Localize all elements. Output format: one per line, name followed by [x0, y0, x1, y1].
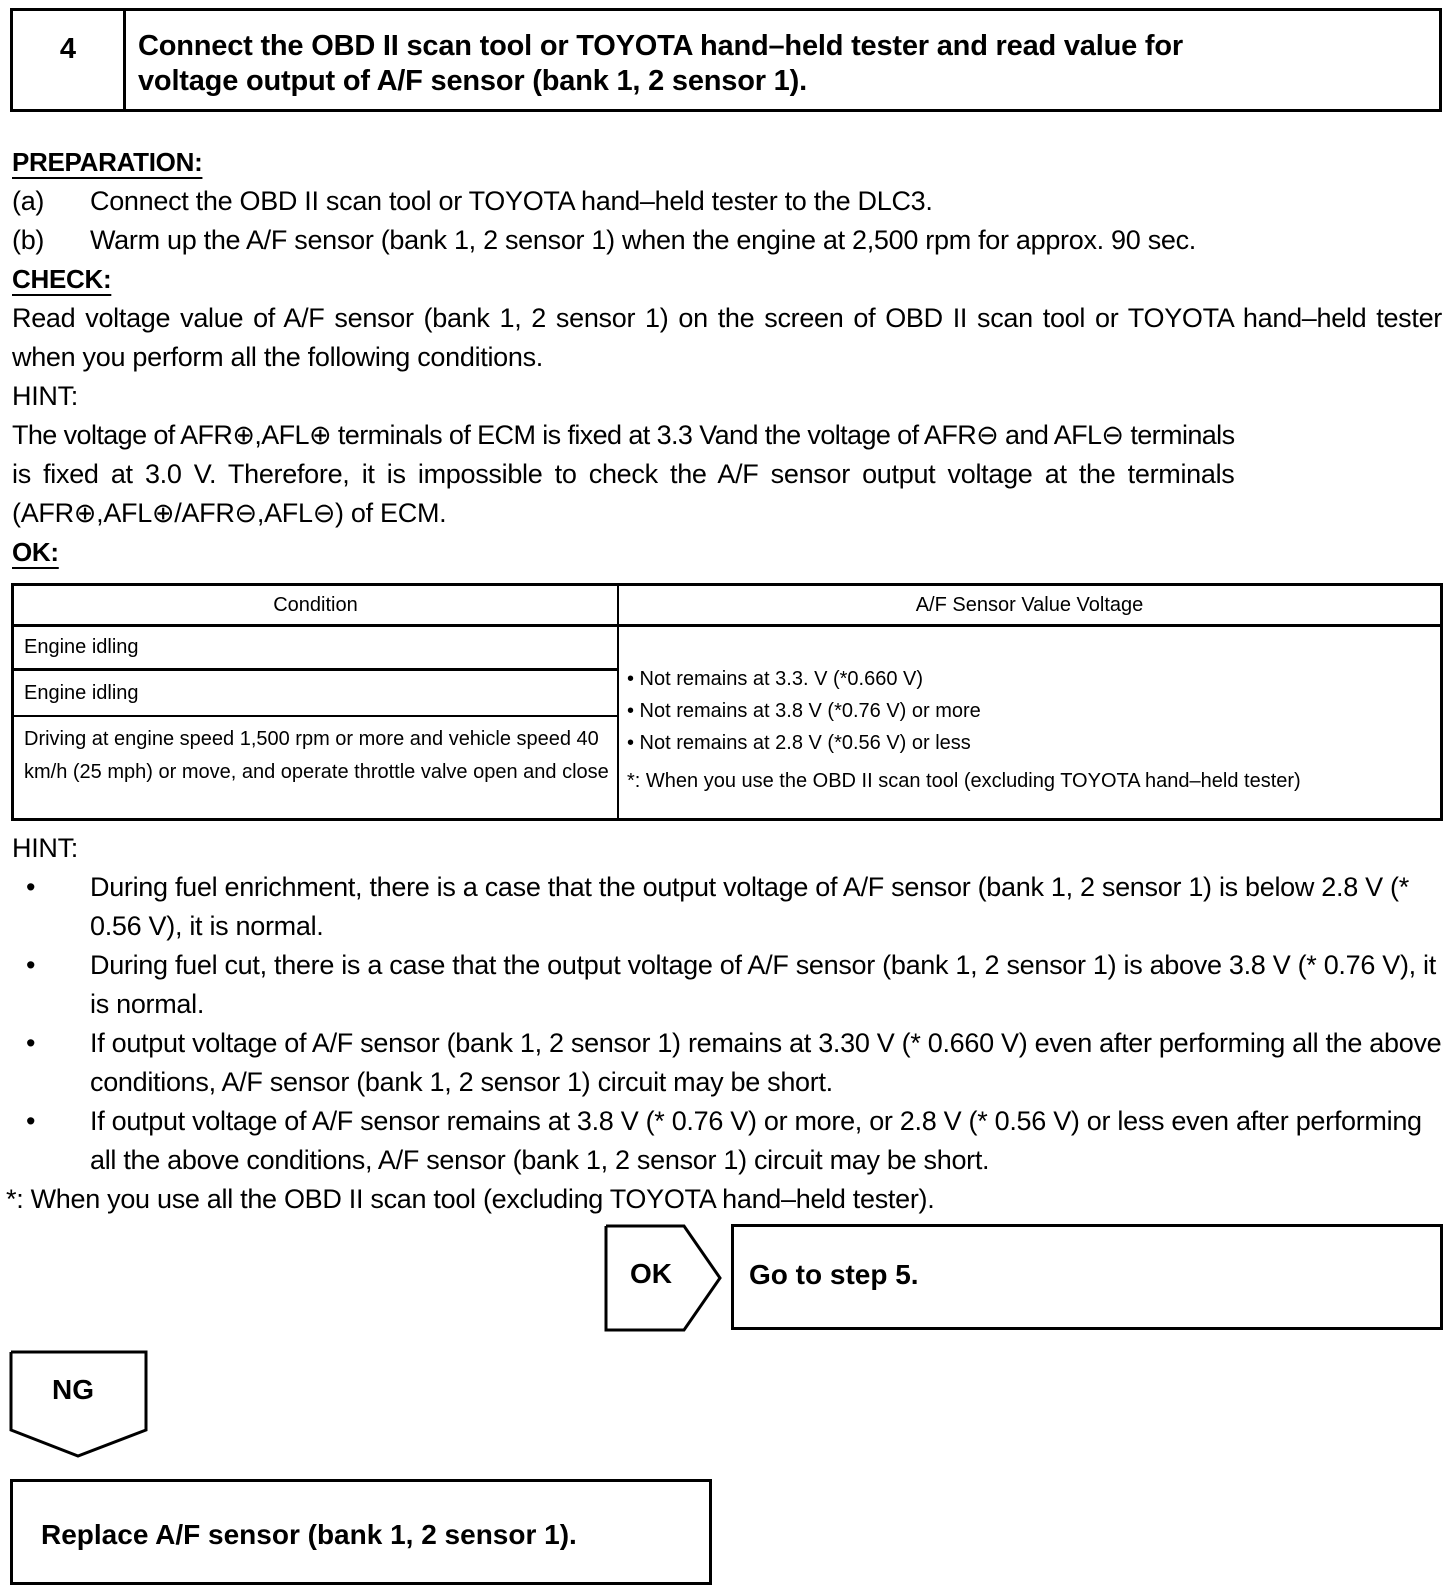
bullet-icon: •: [26, 1028, 36, 1058]
header-voltage: A/F Sensor Value Voltage: [915, 593, 1144, 616]
table-row: Driving at engine speed 1,500 rpm or more and vehicle speed 40 km/h (25 mph) or move, and operate throttle valve open and close: [24, 728, 609, 783]
table-body: [14, 627, 1440, 818]
table-header: [14, 586, 1440, 627]
hint-text-line-3: (AFR⊕,AFL⊕/AFR⊖,AFL⊖) of ECM.: [12, 498, 447, 528]
hint-text-line-1: The voltage of AFR⊕,AFL⊕ terminals of ECM is fixed at 3.3 Vand the voltage of AFR⊖ and AFL⊖ terminals: [12, 420, 1235, 450]
ng-action-box: Replace A/F sensor (bank 1, 2 sensor 1).: [10, 1479, 712, 1585]
voltage-value: • Not remains at 3.3. V (*0.660 V): [627, 668, 924, 690]
header-condition: Condition: [14, 586, 619, 624]
hint-bullet: [12, 1102, 1442, 1180]
check-text: Read voltage value of A/F sensor (bank 1, 2 sensor 1) on the screen of OBD II scan tool or TOYOTA hand–held tester when you perform all the following conditions.: [12, 303, 1442, 372]
bullet-text: If output voltage of A/F sensor remains at 3.8 V (* 0.76 V) or more, or 2.8 V (* 0.56 V) or less even after performing all the above conditions, A/F sensor (bank 1, 2 sensor 1) circuit may be short.: [90, 1106, 1422, 1175]
hint-heading: HINT:: [12, 833, 79, 863]
preparation-item: [12, 221, 1442, 260]
preparation-item: [12, 182, 1442, 221]
voltage-column: [619, 627, 1440, 818]
voltage-value: • Not remains at 2.8 V (*0.56 V) or less: [627, 732, 971, 754]
ok-arrow-box: [604, 1224, 728, 1332]
hint-footnote: *: When you use all the OBD II scan tool (excluding TOYOTA hand–held tester).: [6, 1184, 935, 1214]
bullet-text: During fuel cut, there is a case that the output voltage of A/F sensor (bank 1, 2 sensor 1) is above 3.8 V (* 0.76 V), it is normal.: [90, 950, 1436, 1019]
bullet-icon: •: [26, 1106, 36, 1136]
voltage-value: • Not remains at 3.8 V (*0.76 V) or more: [627, 700, 981, 722]
bullet-text: If output voltage of A/F sensor (bank 1, 2 sensor 1) remains at 3.30 V (* 0.660 V) even after performing all the above conditions, A/F sensor (bank 1, 2 sensor 1) circuit may be short.: [90, 1028, 1442, 1097]
hint-text-line-2: is fixed at 3.0 V. Therefore, it is impossible to check the A/F sensor output voltage at the terminals: [12, 459, 1235, 489]
hint-bullet: [12, 1024, 1442, 1102]
preparation-heading: PREPARATION:: [12, 147, 203, 177]
table-row: Engine idling: [14, 627, 617, 671]
ng-arrow-box: [8, 1350, 148, 1458]
hint-bullet: [12, 868, 1442, 946]
ok-label: OK: [630, 1258, 672, 1289]
bullet-text: During fuel enrichment, there is a case that the output voltage of A/F sensor (bank 1, 2 sensor 1) is below 2.8 V (* 0.56 V), it is normal.: [90, 872, 1409, 941]
item-label: (b): [12, 225, 45, 255]
ok-heading: OK:: [12, 537, 59, 567]
bullet-icon: •: [26, 872, 36, 902]
conditions-table: [11, 583, 1443, 821]
voltage-note: *: When you use the OBD II scan tool (excluding TOYOTA hand–held tester): [627, 770, 1301, 792]
step-title: [126, 11, 1183, 109]
hint-bullet: [12, 946, 1442, 1024]
step-number: 4: [13, 11, 126, 109]
hint-heading: HINT:: [12, 381, 79, 411]
item-text: Warm up the A/F sensor (bank 1, 2 sensor 1) when the engine at 2,500 rpm for approx. 90 sec.: [90, 225, 1197, 255]
step-title-line-2: voltage output of A/F sensor (bank 1, 2 sensor 1).: [138, 65, 807, 97]
ok-action-box: Go to step 5.: [731, 1224, 1443, 1330]
item-text: Connect the OBD II scan tool or TOYOTA hand–held tester to the DLC3.: [90, 186, 933, 216]
step-title-line-1: Connect the OBD II scan tool or TOYOTA hand–held tester and read value for: [138, 30, 1183, 62]
table-row: Engine idling: [14, 671, 617, 717]
bullet-icon: •: [26, 950, 36, 980]
condition-column: [14, 627, 619, 818]
preparation-section: [12, 143, 1442, 572]
item-label: (a): [12, 186, 45, 216]
step-header: [10, 8, 1442, 112]
check-heading: CHECK:: [12, 264, 112, 294]
ng-label: NG: [52, 1374, 94, 1405]
hint-section: [6, 829, 1442, 1219]
